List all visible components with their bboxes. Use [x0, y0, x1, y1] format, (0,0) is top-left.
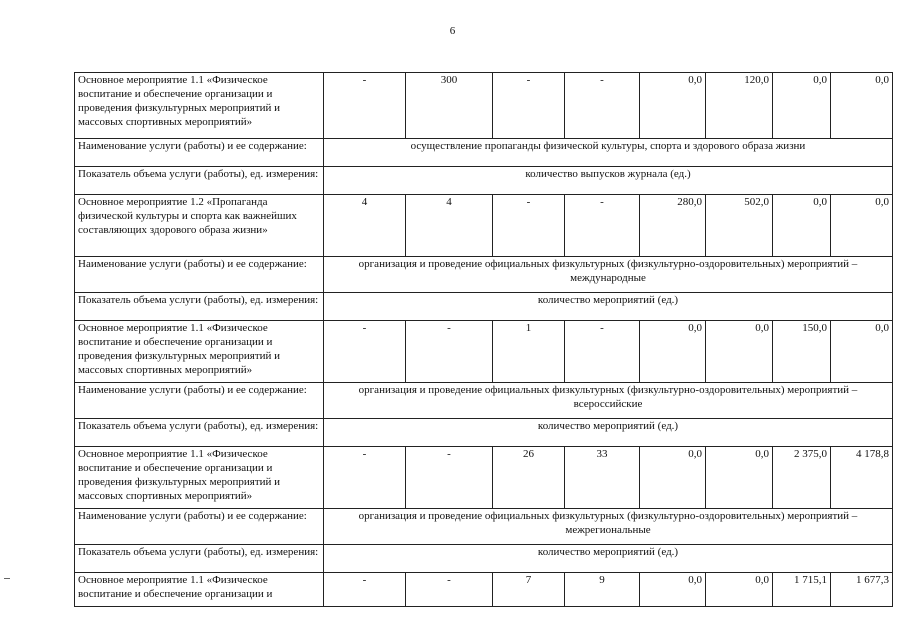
activity-row [75, 447, 893, 509]
row-label: Основное мероприятие 1.2 «Пропаганда физической культуры и спорта как важнейших составляющих здорового образа жизни» [75, 195, 324, 257]
value-cell: 1 677,3 [831, 573, 893, 607]
value-cell: - [565, 73, 640, 139]
service-row [75, 419, 893, 447]
value-cell: 2 375,0 [773, 447, 831, 509]
value-cell: 26 [493, 447, 565, 509]
service-description: количество мероприятий (ед.) [324, 293, 893, 321]
service-row [75, 139, 893, 167]
value-cell: - [406, 573, 493, 607]
value-cell: - [406, 321, 493, 383]
service-row [75, 293, 893, 321]
row-label: Наименование услуги (работы) и ее содержание: [75, 509, 324, 545]
value-cell: - [493, 73, 565, 139]
activity-row [75, 195, 893, 257]
page-number: 6 [449, 25, 456, 37]
value-cell: - [406, 447, 493, 509]
activity-row [75, 73, 893, 139]
value-cell: 0,0 [706, 447, 773, 509]
row-label: Основное мероприятие 1.1 «Физическое воспитание и обеспечение организации и [75, 573, 324, 607]
row-label: Наименование услуги (работы) и ее содержание: [75, 383, 324, 419]
activity-row [75, 573, 893, 607]
services-table [74, 72, 893, 607]
service-description: организация и проведение официальных физкультурных (физкультурно-оздоровительных) мероприятий – всероссийские [324, 383, 893, 419]
value-cell: 300 [406, 73, 493, 139]
service-row [75, 257, 893, 293]
service-description: количество выпусков журнала (ед.) [324, 167, 893, 195]
value-cell: - [565, 195, 640, 257]
value-cell: 0,0 [773, 195, 831, 257]
row-label: Показатель объема услуги (работы), ед. измерения: [75, 167, 324, 195]
value-cell: 280,0 [640, 195, 706, 257]
value-cell: - [324, 73, 406, 139]
value-cell: 0,0 [773, 73, 831, 139]
activity-row [75, 321, 893, 383]
service-description: осуществление пропаганды физической культуры, спорта и здорового образа жизни [324, 139, 893, 167]
service-description: организация и проведение официальных физкультурных (физкультурно-оздоровительных) мероприятий – международные [324, 257, 893, 293]
value-cell: 150,0 [773, 321, 831, 383]
value-cell: - [565, 321, 640, 383]
value-cell: 0,0 [640, 447, 706, 509]
value-cell: 0,0 [831, 195, 893, 257]
value-cell: 0,0 [706, 573, 773, 607]
value-cell: 4 [324, 195, 406, 257]
row-label: Наименование услуги (работы) и ее содержание: [75, 139, 324, 167]
margin-mark [4, 578, 10, 579]
service-description: количество мероприятий (ед.) [324, 545, 893, 573]
service-row [75, 545, 893, 573]
service-row [75, 167, 893, 195]
row-label: Основное мероприятие 1.1 «Физическое воспитание и обеспечение организации и проведения физкультурных мероприятий и массовых спортивных мероприятий» [75, 447, 324, 509]
value-cell: 1 [493, 321, 565, 383]
value-cell: 33 [565, 447, 640, 509]
row-label: Основное мероприятие 1.1 «Физическое воспитание и обеспечение организации и проведения физкультурных мероприятий и массовых спортивных мероприятий» [75, 321, 324, 383]
value-cell: 4 178,8 [831, 447, 893, 509]
value-cell: 502,0 [706, 195, 773, 257]
row-label: Показатель объема услуги (работы), ед. измерения: [75, 545, 324, 573]
value-cell: - [493, 195, 565, 257]
value-cell: 7 [493, 573, 565, 607]
value-cell: 0,0 [640, 321, 706, 383]
value-cell: 0,0 [706, 321, 773, 383]
value-cell: 9 [565, 573, 640, 607]
value-cell: - [324, 573, 406, 607]
service-row [75, 383, 893, 419]
value-cell: 0,0 [831, 321, 893, 383]
value-cell: - [324, 447, 406, 509]
value-cell: 4 [406, 195, 493, 257]
row-label: Наименование услуги (работы) и ее содержание: [75, 257, 324, 293]
value-cell: 0,0 [640, 573, 706, 607]
service-description: организация и проведение официальных физкультурных (физкультурно-оздоровительных) мероприятий – межрегиональные [324, 509, 893, 545]
value-cell: - [324, 321, 406, 383]
service-description: количество мероприятий (ед.) [324, 419, 893, 447]
row-label: Показатель объема услуги (работы), ед. измерения: [75, 293, 324, 321]
row-label: Показатель объема услуги (работы), ед. измерения: [75, 419, 324, 447]
row-label: Основное мероприятие 1.1 «Физическое воспитание и обеспечение организации и проведения физкультурных мероприятий и массовых спортивных мероприятий» [75, 73, 324, 139]
value-cell: 0,0 [640, 73, 706, 139]
service-row [75, 509, 893, 545]
value-cell: 0,0 [831, 73, 893, 139]
value-cell: 120,0 [706, 73, 773, 139]
value-cell: 1 715,1 [773, 573, 831, 607]
